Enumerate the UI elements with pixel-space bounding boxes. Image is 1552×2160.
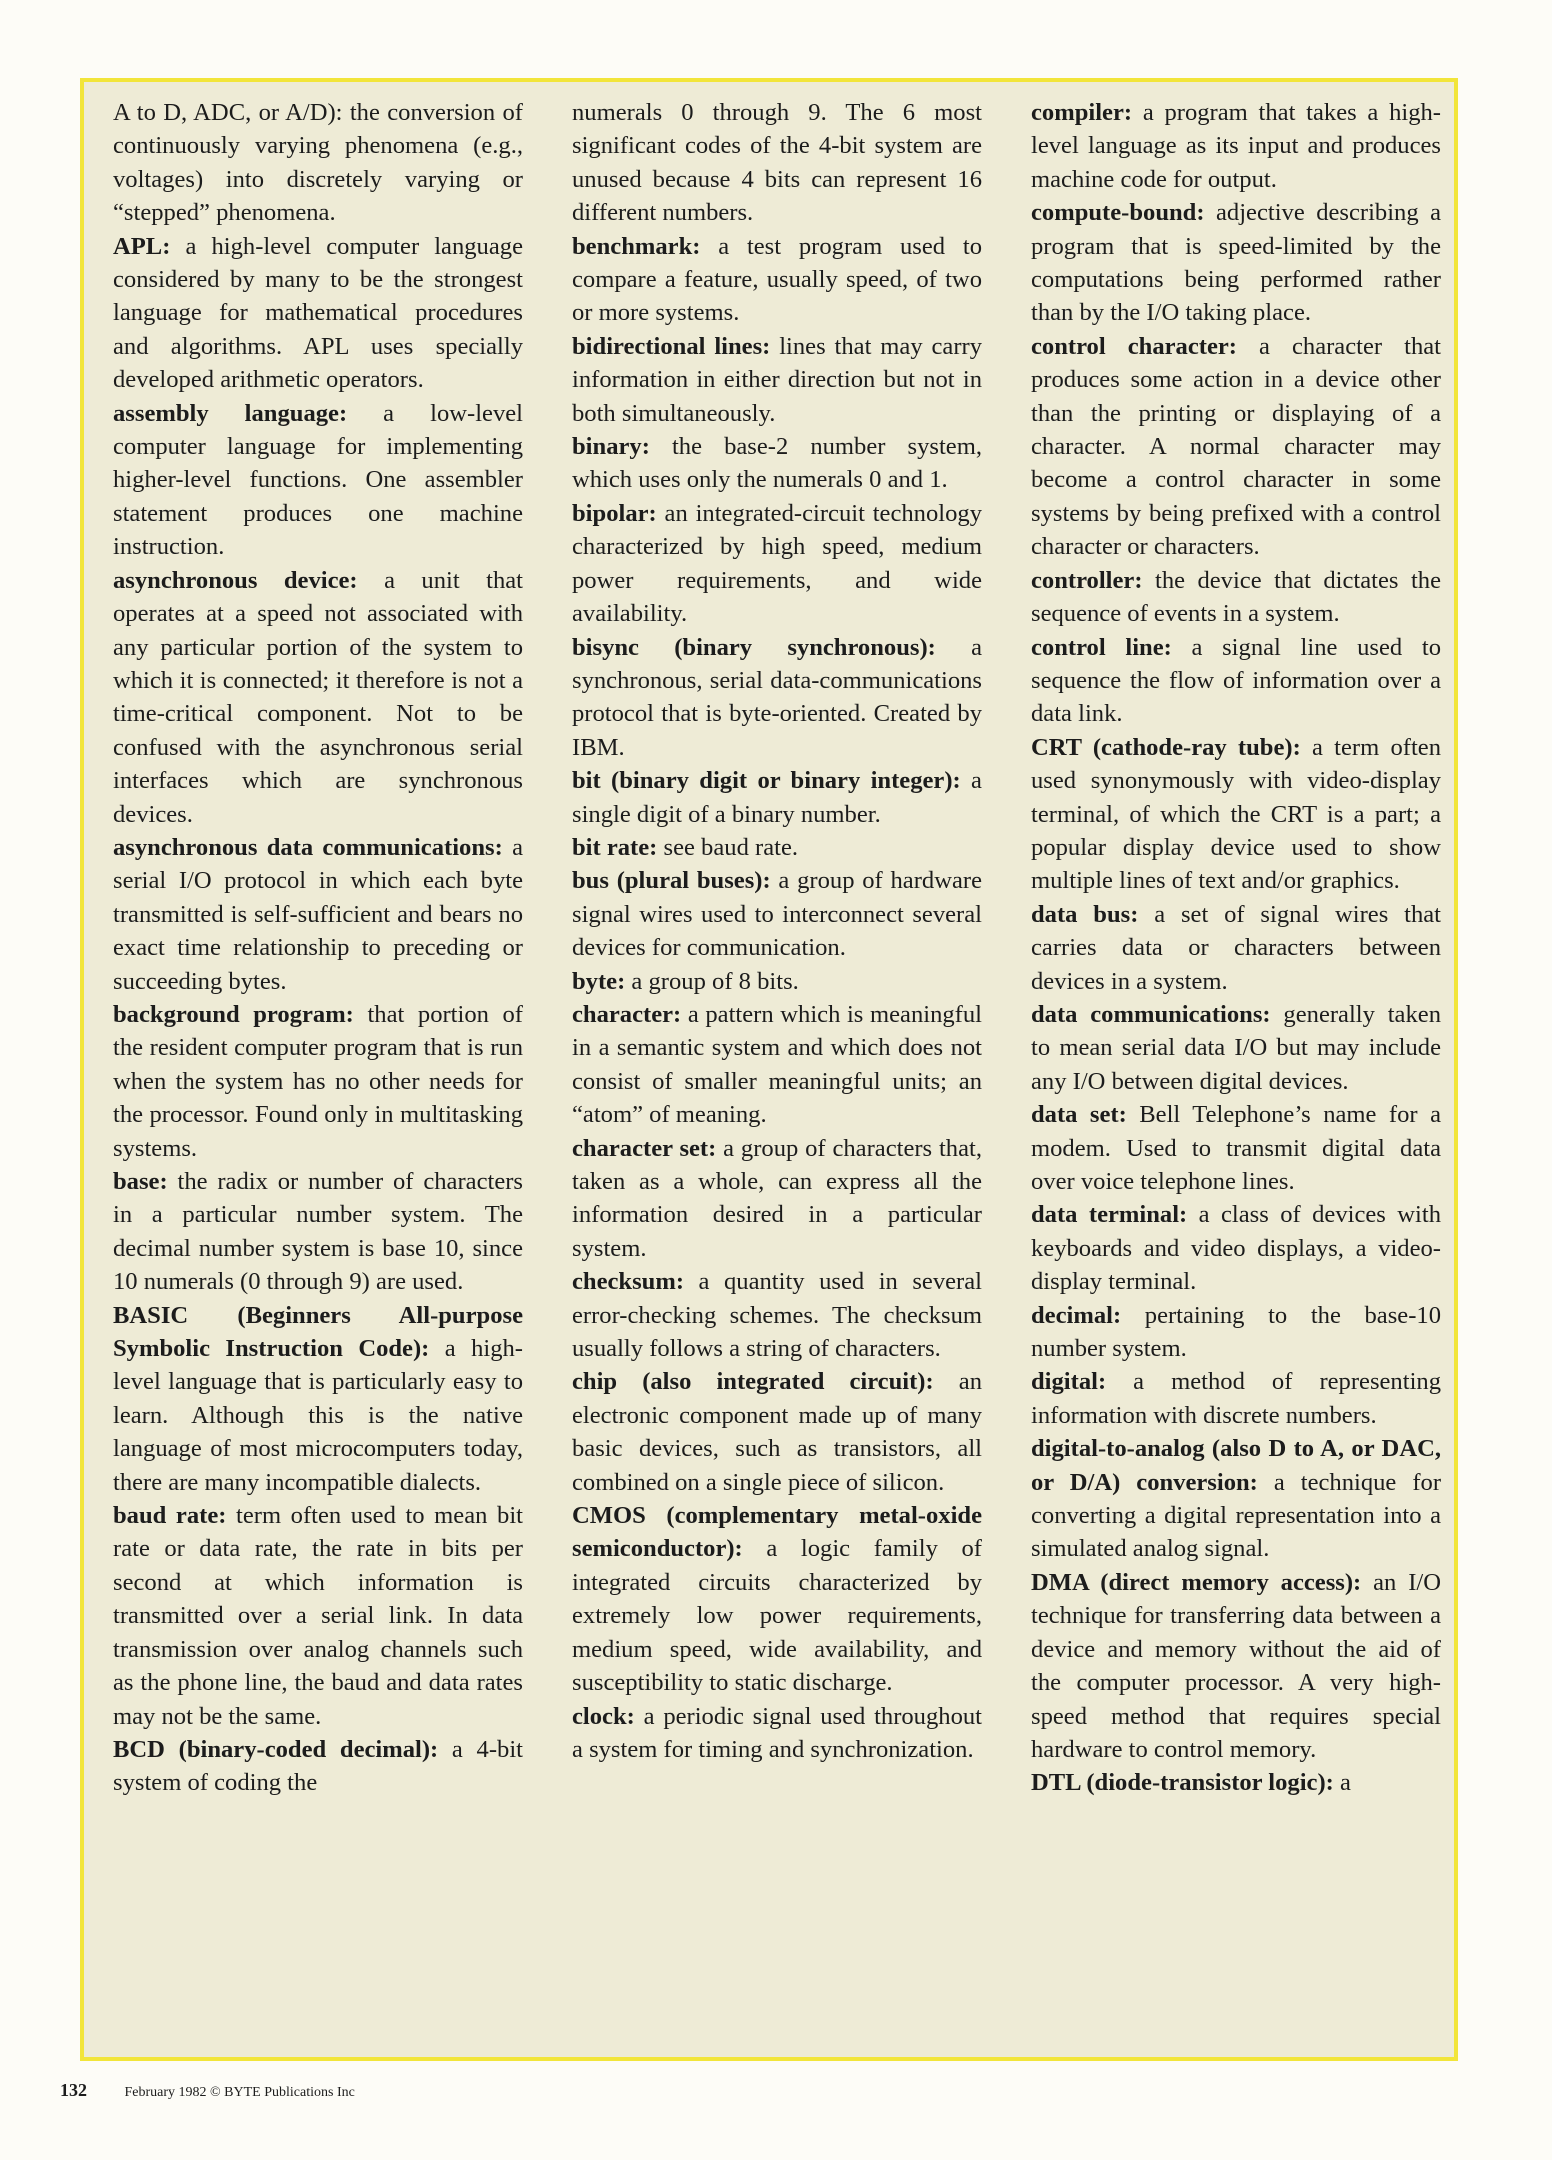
glossary-definition: a single digit of a binary number. (572, 767, 982, 828)
glossary-entry (113, 1299, 523, 1499)
glossary-entry (113, 397, 523, 564)
glossary-definition: a method of representing information with discrete numbers. (1031, 1368, 1441, 1429)
glossary-definition: a pattern which is meaningful in a semantic system and which does not consist of smaller meaningful units; an “atom” of meaning. (572, 1000, 982, 1129)
glossary-definition: an electronic component made up of many basic devices, such as transistors, all combined on a single piece of silicon. (572, 1368, 982, 1496)
glossary-term: data terminal: (1031, 1201, 1188, 1229)
glossary-entry (113, 831, 523, 998)
glossary-definition: Bell Telephone’s name for a modem. Used to transmit digital data over voice telephone lines. (1031, 1101, 1441, 1195)
glossary-term: binary: (572, 433, 650, 461)
glossary-term: assembly language: (113, 399, 348, 427)
glossary-entry (572, 430, 982, 497)
glossary-definition: the radix or number of characters in a particular number system. The decimal number system is base 10, since 10 numerals (0 through 9) are used. (113, 1168, 523, 1296)
glossary-term: checksum: (572, 1268, 685, 1296)
glossary-term: data set: (1031, 1101, 1127, 1129)
glossary-entry (113, 564, 523, 831)
glossary-term: chip (also integrated circuit): (572, 1368, 934, 1396)
glossary-definition: a signal line used to sequence the flow of information over a data link. (1031, 633, 1442, 728)
glossary-entry (572, 1132, 982, 1266)
glossary-definition: pertaining to the base-10 number system. (1031, 1301, 1441, 1363)
glossary-entry (572, 631, 982, 765)
glossary-entry (113, 1499, 523, 1733)
glossary-definition: the device that dictates the sequence of events in a system. (1031, 566, 1441, 628)
glossary-term: byte: (572, 967, 626, 995)
glossary-entry (1031, 731, 1441, 898)
glossary-entry (1031, 96, 1441, 196)
glossary-definition: a group of characters that, taken as a whole, can express all the information desired in a particular system. (572, 1134, 982, 1262)
glossary-entry (1031, 564, 1441, 631)
glossary-entry (113, 998, 523, 1165)
glossary-entry (1031, 1299, 1441, 1366)
glossary-entry (1031, 1432, 1441, 1566)
glossary-term: bus (plural buses): (572, 867, 771, 895)
glossary-definition: an integrated-circuit technology characterized by high speed, medium power requirements, and wide availability. (572, 499, 982, 628)
glossary-definition: a term often used synonymously with video-display terminal, of which the CRT is a part; a popular display device used to show multiple lines of text and/or graphics. (1031, 733, 1441, 895)
glossary-definition: a program that takes a high-level language as its input and produces machine code for output. (1031, 99, 1441, 193)
glossary-term: clock: (572, 1702, 635, 1730)
glossary-entry (1031, 1098, 1441, 1198)
glossary-term: control line: (1031, 633, 1172, 661)
glossary-entry (572, 831, 982, 864)
glossary-entry (572, 1700, 982, 1767)
glossary-term: DTL (diode-transistor logic): (1031, 1769, 1334, 1797)
glossary-entry (1031, 998, 1441, 1098)
glossary-entry (1031, 1365, 1441, 1432)
glossary-term: asynchronous data communications: (113, 833, 503, 861)
glossary-entry (572, 998, 982, 1132)
glossary-term: CMOS (complementary metal-oxide semiconductor): (572, 1502, 982, 1563)
glossary-term: data bus: (1031, 900, 1139, 928)
glossary-term: BCD (binary-coded decimal): (113, 1735, 439, 1763)
glossary-term: bit rate: (572, 833, 658, 861)
glossary-definition: a character that produces some action in a device other than the printing or displaying of a character. A normal character may become a control character in some systems by being prefixed with a control character or characters. (1031, 332, 1441, 561)
glossary-definition: a logic family of integrated circuits characterized by extremely low power requirements, medium speed, wide availability, and susceptibility to static discharge. (572, 1535, 982, 1697)
glossary-term: compute-bound: (1031, 199, 1205, 227)
glossary-entry (1031, 196, 1441, 330)
glossary-definition: a serial I/O protocol in which each byte transmitted is self-sufficient and bears no exact time relationship to preceding or succeeding bytes. (113, 833, 523, 995)
glossary-term: baud rate: (113, 1502, 227, 1530)
glossary-definition: a technique for converting a digital representation into a simulated analog signal. (1031, 1468, 1442, 1563)
glossary-entry (113, 96, 523, 230)
glossary-entry (1031, 1566, 1441, 1766)
glossary-definition: generally taken to mean serial data I/O but may include any I/O between digital devices. (1031, 1000, 1441, 1095)
page-number: 132 (60, 2080, 87, 2100)
glossary-definition: an I/O technique for transferring data between a device and memory without the aid of the computer processor. A very high-speed method that requires special hardware to control memory. (1031, 1568, 1441, 1763)
glossary-definition: see baud rate. (657, 833, 799, 861)
glossary-term: character set: (572, 1134, 717, 1162)
glossary-column-1 (113, 96, 523, 1800)
glossary-term: character: (572, 1000, 682, 1028)
glossary-definition: a unit that operates at a speed not associated with any particular portion of the system to which it is connected; it therefore is not a time-critical component. Not to be confused with the asynchronous serial interfaces which are synchronous devices. (113, 566, 524, 828)
publication-credit: February 1982 © BYTE Publications Inc (124, 2085, 355, 2100)
glossary-entry (572, 1365, 982, 1499)
glossary-entry (113, 1165, 523, 1299)
glossary-term: CRT (cathode-ray tube): (1031, 733, 1301, 761)
glossary-definition: that portion of the resident computer program that is run when the system has no other needs for the processor. Found only in multitasking systems. (113, 1000, 523, 1162)
glossary-entry (572, 96, 982, 230)
glossary-entry (572, 330, 982, 430)
glossary-entry (1031, 330, 1441, 564)
glossary-term: control character: (1031, 332, 1237, 360)
glossary-term: asynchronous device: (113, 566, 358, 594)
glossary-entry (113, 1733, 523, 1800)
glossary-entry (572, 1499, 982, 1699)
glossary-definition: a synchronous, serial data-communications protocol that is byte-oriented. Created by IBM. (572, 633, 982, 761)
glossary-entry (1031, 1766, 1441, 1799)
page-footer (60, 2080, 355, 2101)
glossary-definition: a periodic signal used throughout a system for timing and synchronization. (572, 1702, 982, 1763)
glossary-entry (572, 497, 982, 631)
glossary-term: digital-to-analog (also D to A, or DAC, or D/A) conversion: (1031, 1435, 1441, 1496)
glossary-term: bipolar: (572, 499, 657, 527)
glossary-term: decimal: (1031, 1301, 1122, 1329)
glossary-term: base: (113, 1168, 168, 1195)
glossary-definition: a high-level computer language considered by many to be the strongest language for mathematical procedures and algorithms. APL uses specially developed arithmetic operators. (113, 232, 523, 394)
glossary-entry (572, 230, 982, 330)
glossary-definition: a low-level computer language for implementing higher-level functions. One assembler statement produces one machine instruction. (113, 399, 523, 561)
glossary-entry (572, 965, 982, 998)
glossary-definition: a 4-bit system of coding the (113, 1735, 523, 1797)
glossary-entry (1031, 898, 1441, 998)
glossary-term: bidirectional lines: (572, 332, 771, 360)
glossary-term: DMA (direct memory access): (1031, 1568, 1362, 1596)
glossary-term: background program: (113, 1000, 354, 1028)
glossary-definition: a test program used to compare a feature, usually speed, of two or more systems. (572, 232, 982, 327)
glossary-term: benchmark: (572, 232, 701, 260)
glossary-column-3 (1031, 96, 1441, 1800)
glossary-definition: adjective describing a program that is speed-limited by the computations being performed rather than by the I/O taking place. (1031, 199, 1441, 327)
glossary-term: bisync (binary synchronous): (572, 633, 936, 661)
glossary-definition: term often used to mean bit rate or data rate, the rate in bits per second at which information is transmitted over a serial link. In data transmission over analog channels such as the phone line, the baud and data rates may not be the same. (113, 1502, 523, 1730)
glossary-definition: a set of signal wires that carries data or characters between devices in a system. (1031, 900, 1441, 995)
glossary-entry (572, 1265, 982, 1365)
glossary-definition: A to D, ADC, or A/D): the conversion of continuously varying phenomena (e.g., voltages) into discretely varying or “stepped” phenomena. (113, 99, 523, 227)
glossary-term: compiler: (1031, 99, 1133, 126)
glossary-term: bit (binary digit or binary integer): (572, 767, 961, 795)
glossary-term: data communications: (1031, 1000, 1271, 1028)
glossary-definition: a high-level language that is particularly easy to learn. Although this is the native language of most microcomputers today, there are many incompatible dialects. (113, 1335, 523, 1496)
glossary-definition: the base-2 number system, which uses only the numerals 0 and 1. (572, 433, 982, 494)
glossary-term: APL: (113, 232, 171, 260)
glossary-term: BASIC (Beginners All-purpose Symbolic Instruction Code): (113, 1301, 523, 1363)
glossary-definition: numerals 0 through 9. The 6 most significant codes of the 4-bit system are unused because 4 bits can represent 16 different numbers. (572, 99, 982, 227)
glossary-entry (572, 764, 982, 831)
glossary-definition: a group of 8 bits. (625, 967, 799, 995)
glossary-definition: a group of hardware signal wires used to interconnect several devices for communication. (572, 867, 982, 962)
glossary-definition: a (1333, 1769, 1351, 1797)
glossary-definition: lines that may carry information in either direction but not in both simultaneously. (572, 332, 982, 427)
glossary-entry (1031, 631, 1441, 731)
glossary-entry (113, 230, 523, 397)
glossary-term: controller: (1031, 566, 1143, 594)
glossary-definition: a class of devices with keyboards and video displays, a video-display terminal. (1031, 1201, 1442, 1296)
glossary-definition: a quantity used in several error-checking schemes. The checksum usually follows a string of characters. (572, 1268, 982, 1363)
glossary-column-2 (572, 96, 982, 1766)
glossary-term: digital: (1031, 1368, 1107, 1396)
glossary-entry (572, 864, 982, 964)
glossary-entry (1031, 1198, 1441, 1298)
